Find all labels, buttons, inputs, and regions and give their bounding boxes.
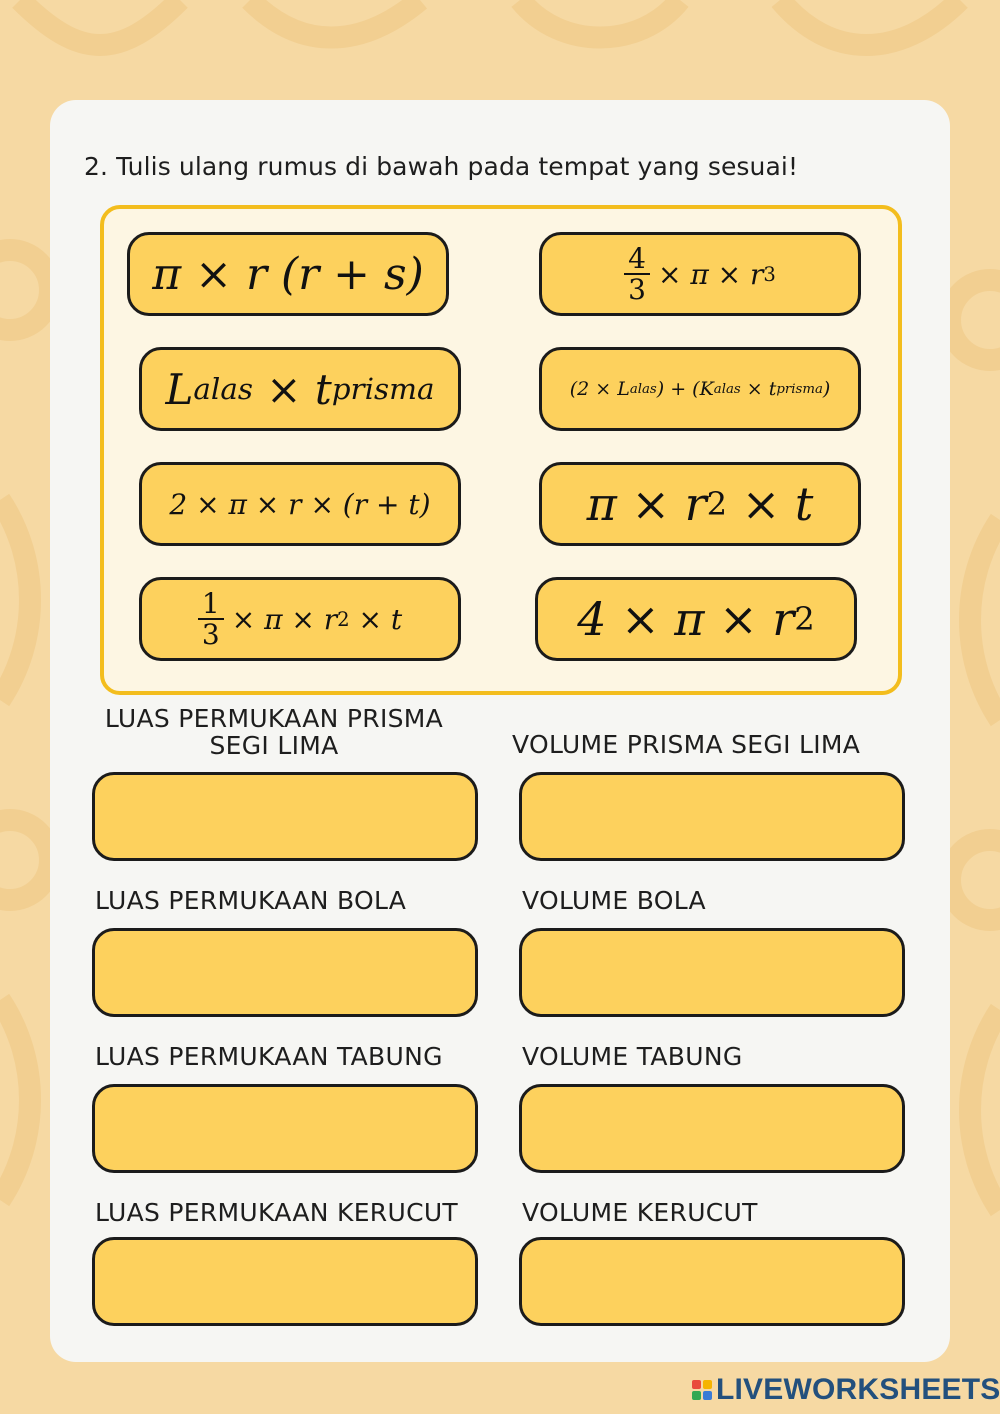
dropzone-v-bola[interactable] bbox=[519, 928, 905, 1017]
formula-chip-sphere-volume[interactable] bbox=[539, 232, 861, 316]
formula-text: π × r bbox=[586, 477, 707, 531]
formula-text: × t bbox=[358, 602, 403, 636]
subscript: alas bbox=[193, 372, 253, 406]
exponent: 2 bbox=[794, 600, 815, 638]
formula-text: × t bbox=[746, 378, 777, 400]
fraction-denominator: 3 bbox=[628, 273, 646, 306]
liveworksheets-logo-icon bbox=[692, 1378, 714, 1402]
label-lp-prisma: LUAS PERMUKAAN PRISMA SEGI LIMA bbox=[104, 704, 444, 760]
formula-text: ) + (K bbox=[656, 378, 714, 400]
formula-text: ) bbox=[822, 378, 831, 400]
dropzone-lp-tabung[interactable] bbox=[92, 1084, 478, 1173]
dropzone-v-prisma[interactable] bbox=[519, 772, 905, 861]
formula-chip-prism-surface[interactable] bbox=[539, 347, 861, 431]
exponent: 2 bbox=[706, 485, 728, 523]
label-lp-tabung: LUAS PERMUKAAN TABUNG bbox=[95, 1042, 443, 1071]
formula-text: 2 × π × r × (r + t) bbox=[169, 487, 431, 521]
brand-name: LIVEWORKSHEETS bbox=[716, 1373, 1000, 1406]
formula-text: (2 × L bbox=[569, 378, 630, 400]
formula-chip-cone-volume[interactable] bbox=[139, 577, 461, 661]
fraction-denominator: 3 bbox=[201, 618, 220, 651]
subscript: prisma bbox=[331, 372, 435, 406]
formula-base: t bbox=[314, 364, 332, 414]
operator: × bbox=[266, 364, 302, 414]
formula-base: L bbox=[165, 364, 194, 414]
dropzone-lp-bola[interactable] bbox=[92, 928, 478, 1017]
formula-text: × π × r bbox=[231, 602, 338, 636]
dropzone-v-kerucut[interactable] bbox=[519, 1237, 905, 1326]
subscript: alas bbox=[629, 381, 657, 397]
label-lp-bola: LUAS PERMUKAAN BOLA bbox=[95, 886, 407, 915]
formula-text: 4 × π × r bbox=[577, 592, 795, 646]
dropzone-lp-kerucut[interactable] bbox=[92, 1237, 478, 1326]
formula-chip-cylinder-volume[interactable] bbox=[539, 462, 861, 546]
instruction-text: 2. Tulis ulang rumus di bawah pada tempat yang sesuai! bbox=[84, 152, 799, 181]
formula-text: π × r (r + s) bbox=[152, 248, 424, 300]
subscript: prisma bbox=[776, 381, 823, 397]
formula-chip-cylinder-surface[interactable] bbox=[139, 462, 461, 546]
fraction-numerator: 1 bbox=[198, 589, 224, 620]
formula-chip-sphere-surface[interactable] bbox=[535, 577, 857, 661]
exponent: 3 bbox=[763, 262, 776, 286]
label-v-kerucut: VOLUME KERUCUT bbox=[522, 1198, 758, 1227]
label-v-prisma: VOLUME PRISMA SEGI LIMA bbox=[512, 730, 861, 759]
dropzone-lp-prisma[interactable] bbox=[92, 772, 478, 861]
formula-chip-prism-volume[interactable] bbox=[139, 347, 461, 431]
formula-chip-cone-surface[interactable] bbox=[127, 232, 449, 316]
fraction bbox=[624, 241, 650, 306]
label-v-tabung: VOLUME TABUNG bbox=[522, 1042, 743, 1071]
fraction-numerator: 4 bbox=[624, 244, 650, 275]
label-v-bola: VOLUME BOLA bbox=[522, 886, 706, 915]
dropzone-v-tabung[interactable] bbox=[519, 1084, 905, 1173]
formula-text: × π × r bbox=[657, 257, 764, 291]
fraction bbox=[198, 586, 224, 651]
formula-text: × t bbox=[741, 477, 814, 531]
label-lp-kerucut: LUAS PERMUKAAN KERUCUT bbox=[95, 1198, 458, 1227]
exponent: 2 bbox=[337, 607, 350, 631]
liveworksheets-brand bbox=[692, 1374, 1000, 1406]
subscript: alas bbox=[713, 381, 741, 397]
